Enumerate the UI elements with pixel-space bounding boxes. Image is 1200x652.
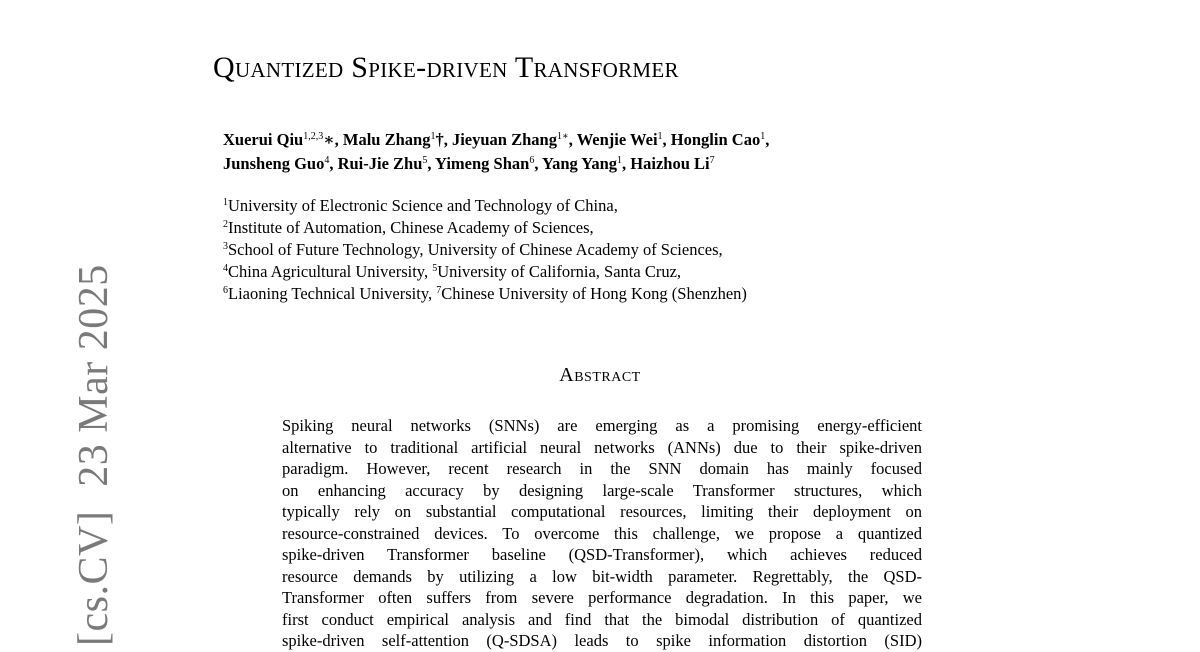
author-name: Rui-Jie Zhu (337, 154, 423, 173)
abstract-line: paradigm. However, recent research in the SNN domain has mainly focused (282, 459, 922, 478)
author-separator: , (568, 130, 577, 149)
author-name: Xuerui Qiu (223, 130, 304, 149)
affiliation-line (223, 261, 747, 283)
abstract-line: typically rely on substantial computational resources, limiting their deployment on (282, 502, 922, 521)
author-affil-mark: 1 (760, 131, 766, 142)
author-name: Jieyuan Zhang (451, 130, 557, 149)
affiliation-mark: 6 (223, 285, 228, 296)
author-separator: , (534, 154, 542, 173)
arxiv-stamp (26, 264, 117, 648)
author-line-2 (223, 152, 769, 176)
author-name: Haizhou Li (630, 154, 710, 173)
affiliation-line (223, 239, 747, 261)
abstract-line: spike-driven Transformer baseline (QSD-Transformer), which achieves reduced (282, 545, 922, 564)
affiliation-list (223, 195, 747, 305)
affiliation-text: University of Electronic Science and Technology of China, (228, 196, 618, 215)
affiliation-mark: 5 (432, 263, 438, 274)
author-affil-mark: 1 (657, 131, 663, 142)
abstract-line: Spiking neural networks (SNNs) are emerging as a promising energy-efficient (282, 416, 922, 435)
abstract-line: resource-constrained devices. To overcome this challenge, we propose a quantized (282, 523, 922, 543)
author-affil-mark: 1 (430, 131, 436, 142)
abstract-line: Transformer often suffers from severe performance degradation. In this paper, we (282, 588, 922, 607)
abstract-body (282, 415, 922, 652)
author-separator: †, (435, 130, 452, 149)
author-affil-mark: 7 (709, 155, 715, 166)
author-separator: , (329, 154, 338, 173)
author-name: Yimeng Shan (435, 154, 530, 173)
abstract-heading-text: Abstract (559, 364, 641, 386)
author-separator: ∗, (323, 130, 343, 149)
affiliation-line (223, 283, 747, 305)
author-line-1 (223, 128, 769, 152)
abstract-line: spike-driven self-attention (Q-SDSA) leads to spike information distortion (SID) (282, 631, 922, 650)
abstract-line: resource demands by utilizing a low bit-width parameter. Regrettably, the QSD- (282, 566, 922, 586)
author-affil-mark: 1 (617, 155, 623, 166)
affiliation-text: School of Future Technology, University of Chinese Academy of Sciences, (228, 240, 723, 259)
author-separator: , (622, 154, 631, 173)
author-separator: , (427, 154, 436, 173)
affiliation-mark: 2 (223, 219, 228, 230)
author-separator: , (765, 130, 770, 149)
author-name: Honglin Cao (670, 130, 761, 149)
paper-title: Quantized Spike-driven Transformer (213, 51, 679, 84)
author-affil-mark: 5 (422, 155, 428, 166)
affiliation-text: Liaoning Technical University, (228, 284, 437, 303)
author-affil-mark: 6 (529, 155, 535, 166)
arxiv-date: 23 Mar 2025 (71, 264, 117, 487)
abstract-heading (0, 362, 1200, 388)
affiliation-text: China Agricultural University, (228, 262, 433, 281)
affiliation-line (223, 195, 747, 217)
affiliation-text: Institute of Automation, Chinese Academy of Sciences, (228, 218, 594, 237)
author-separator: , (662, 130, 671, 149)
affiliation-mark: 1 (223, 197, 228, 208)
author-affil-mark: 1∗ (556, 131, 569, 142)
author-affil-mark: 4 (324, 155, 330, 166)
arxiv-category: [cs.CV] (71, 510, 117, 646)
abstract-line: on enhancing accuracy by designing large-scale Transformer structures, which (282, 480, 922, 500)
abstract-line: first conduct empirical analysis and find that the bimodal distribution of quantized (282, 609, 922, 629)
affiliation-line (223, 217, 747, 239)
affiliation-mark: 4 (223, 263, 228, 274)
author-list (223, 128, 769, 176)
author-name: Yang Yang (541, 154, 618, 173)
author-name: Malu Zhang (342, 130, 431, 149)
author-name: Wenjie Wei (576, 130, 658, 149)
abstract-line: alternative to traditional artificial neural networks (ANNs) due to their spike-driven (282, 437, 922, 457)
affiliation-mark: 3 (223, 241, 228, 252)
affiliation-text: Chinese University of Hong Kong (Shenzhen) (441, 284, 747, 303)
affiliation-text: University of California, Santa Cruz, (437, 262, 682, 281)
author-name: Junsheng Guo (223, 154, 325, 173)
author-affil-mark: 1,2,3 (303, 131, 324, 142)
affiliation-mark: 7 (436, 285, 442, 296)
